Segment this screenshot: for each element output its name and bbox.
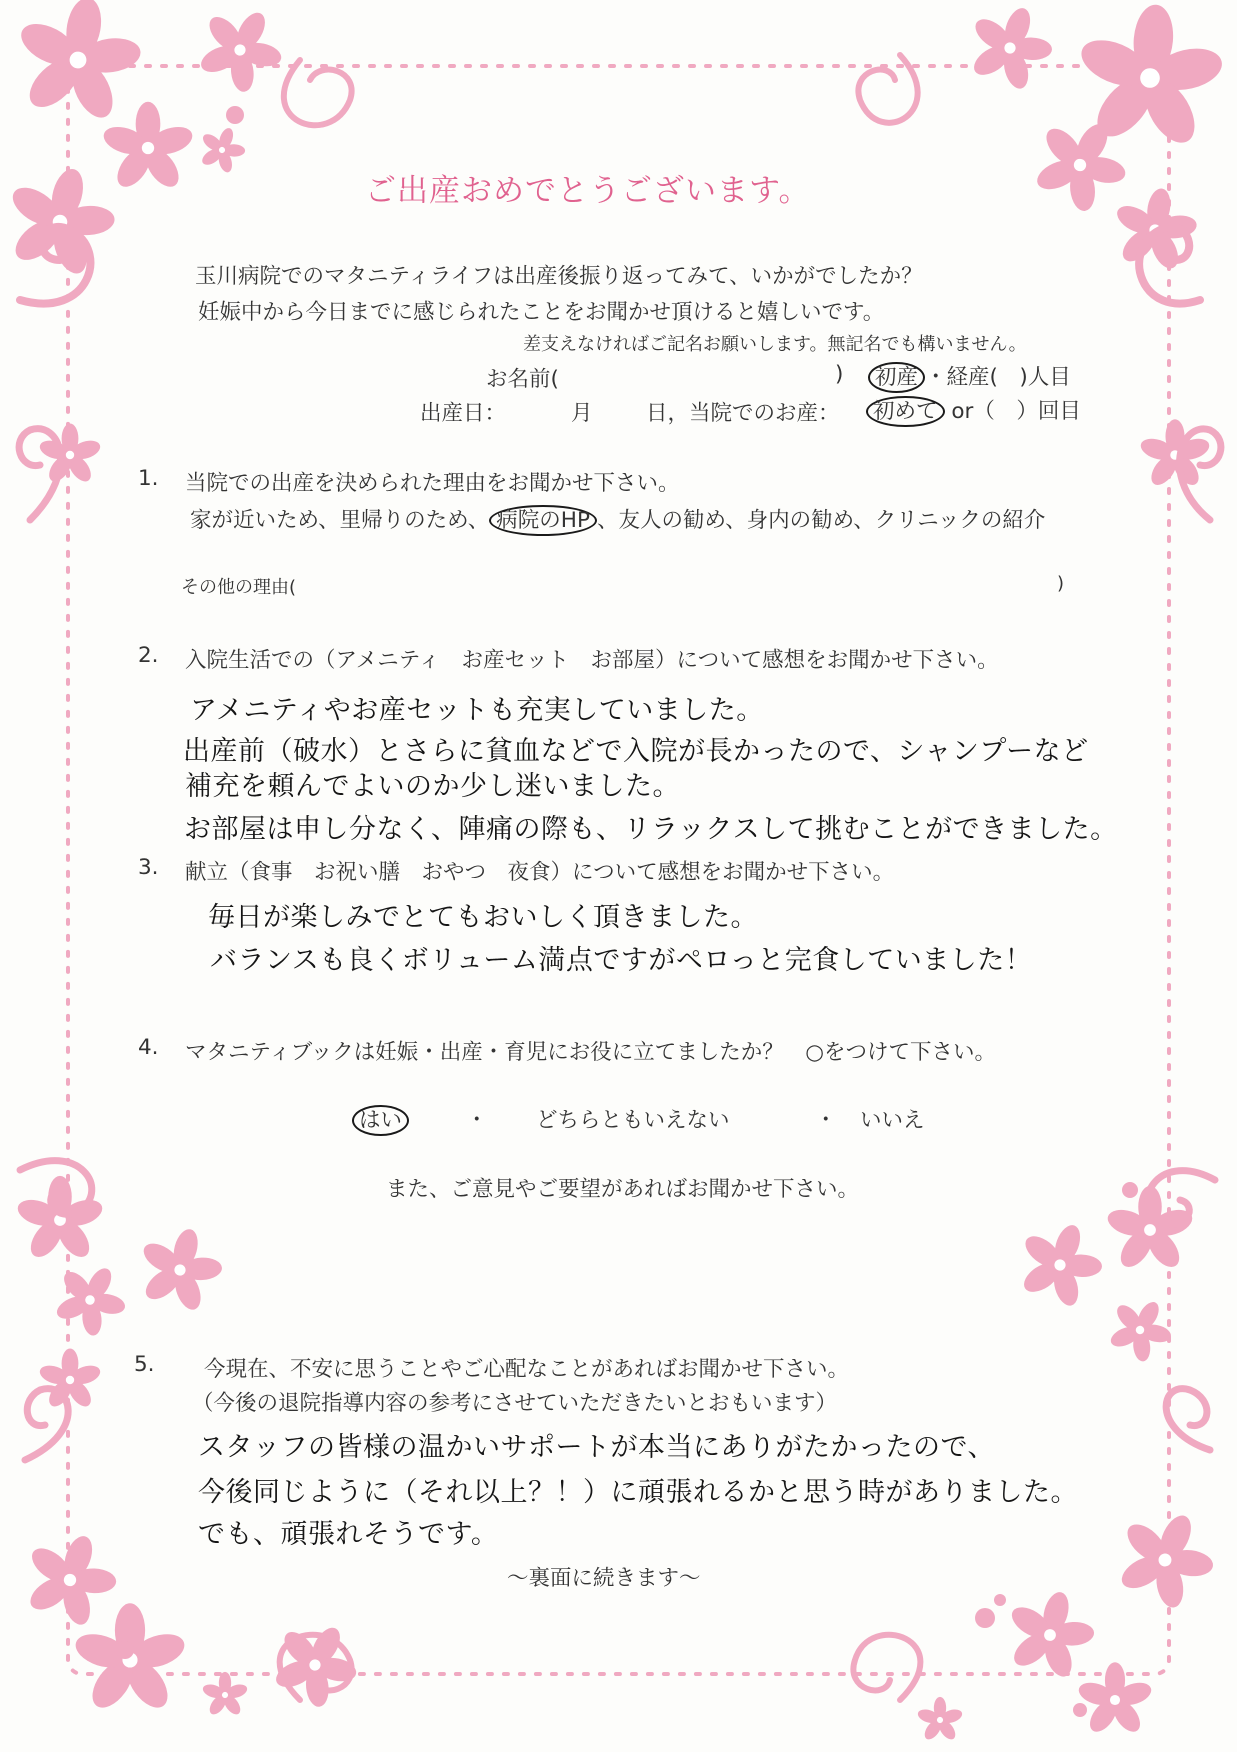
flower-icon — [41, 1251, 140, 1349]
dot-ornament — [226, 106, 244, 124]
q4-separator: ・ — [466, 1108, 488, 1133]
q4-question: マタニティブックは妊娠・出産・育児にお役に立てましたか？ ○をつけて下さい。 — [185, 1040, 997, 1065]
first-time-circled: 初めて — [866, 396, 945, 427]
q4-yes-option — [352, 1103, 409, 1134]
q4-number: 4. — [138, 1035, 159, 1060]
name-label: お名前( — [486, 367, 559, 392]
flower-icon — [100, 102, 195, 193]
flower-icon — [1100, 1495, 1231, 1623]
swirl-ornament — [853, 1635, 920, 1700]
page-title: ご出産おめでとうございます。 — [365, 173, 811, 209]
q5-number: 5. — [134, 1352, 155, 1377]
q2-answer-line: 補充を頼んでよいのか少し迷いました。 — [185, 771, 680, 802]
q4-separator: ・ — [815, 1108, 837, 1133]
q3-question: 献立（食事 お祝い膳 おやつ 夜食）について感想をお聞かせ下さい。 — [185, 860, 895, 885]
flower-icon — [916, 1697, 964, 1742]
flower-icon — [955, 0, 1065, 101]
flower-icon — [3, 0, 153, 131]
flower-center — [1110, 1695, 1120, 1705]
q5-answer-line: 今後同じように（それ以上？！）に頑張れるかと思う時がありました。 — [198, 1477, 1078, 1508]
flower-icon — [71, 1603, 188, 1714]
q2-answer-line: 出産前（破水）とさらに貧血などで入院が長かったので、シャンプーなど — [183, 736, 1089, 767]
q1-other-reason-label: その他の理由( — [181, 577, 297, 598]
flower-icon — [192, 120, 252, 179]
name-optional-note: 差支えなければご記名お願いします。無記名でも構いません。 — [523, 334, 1027, 355]
flower-center — [937, 1717, 943, 1723]
swirl-ornament — [284, 60, 352, 125]
q2-answer-line: アメニティやお産セットも充実していました。 — [190, 695, 764, 726]
flower-icon — [10, 1520, 131, 1638]
q3-answer-line: 毎日が楽しみでとてもおいしく頂きました。 — [208, 902, 758, 933]
times-at-hospital — [866, 394, 1081, 425]
q1-options — [190, 503, 1045, 534]
q1-options-a: 家が近いため、里帰りのため、 — [190, 508, 490, 533]
flower-icon — [128, 1218, 233, 1320]
q1-other-reason-close: ) — [1057, 573, 1065, 594]
flower-center — [222, 1692, 228, 1698]
flower-icon — [257, 1607, 373, 1722]
birth-date-label: 出産日： — [420, 401, 507, 426]
q4-neutral-option: どちらともいえない — [536, 1108, 730, 1133]
multi-birth-option: ・経産( )人目 — [925, 365, 1071, 390]
q1-options-b: 、友人の勧め、身内の勧め、クリニックの紹介 — [596, 508, 1046, 533]
q2-question: 入院生活での（アメニティ お産セット お部屋）について感想をお聞かせ下さい。 — [185, 648, 999, 673]
dot-ornament — [994, 1594, 1006, 1606]
dot-ornament — [116, 1641, 134, 1659]
q5-note: （今後の退院指導内容の参考にさせていただきたいとおもいます） — [192, 1391, 838, 1416]
q4-yes-circled: はい — [352, 1105, 409, 1136]
q2-answer-line: お部屋は申し分なく、陣痛の際も、リラックスして挑むことができました。 — [184, 814, 1118, 845]
flower-center — [1144, 1224, 1156, 1236]
flower-icon — [182, 0, 298, 107]
flower-center — [66, 451, 74, 459]
or-times-option: or（ ）回目 — [951, 399, 1081, 424]
first-birth-option — [868, 360, 1071, 391]
q1-hospital-hp-circled: 病院のHP — [489, 505, 597, 536]
q2-number: 2. — [138, 643, 159, 668]
q5-answer-line: でも、頑張れそうです。 — [198, 1519, 499, 1550]
swirl-ornament — [25, 1389, 68, 1460]
dot-ornament — [975, 1608, 995, 1628]
intro-line-2: 妊娠中から今日までに感じられたことをお聞かせ頂けると嬉しいです。 — [198, 300, 885, 325]
q4-no-option: いいえ — [860, 1108, 925, 1133]
birth-month-label: 月 — [571, 401, 593, 426]
flower-icon — [995, 1581, 1105, 1688]
flower-icon — [201, 1672, 249, 1717]
name-close: ) — [835, 362, 844, 387]
flower-icon — [1097, 1286, 1184, 1372]
flower-center — [66, 1376, 74, 1384]
dot-ornament — [1073, 1703, 1087, 1717]
flower-icon — [0, 155, 129, 288]
flower-center — [142, 142, 154, 154]
q5-question: 今現在、不安に思うことやご心配なことがあればお聞かせ下さい。 — [204, 1357, 850, 1382]
first-birth-circled: 初産 — [868, 362, 925, 393]
q1-question: 当院での出産を決められた理由をお聞かせ下さい。 — [185, 471, 680, 496]
q1-number: 1. — [138, 466, 159, 491]
swirl-ornament — [1166, 1389, 1210, 1450]
dot-ornament — [1122, 1182, 1138, 1198]
intro-line-1: 玉川病院でのマタニティライフは出産後振り返ってみて、いかがでしたか？ — [195, 264, 923, 289]
q3-answer-line: バランスも良くボリューム満点ですがペロっと完食していました！ — [210, 945, 1033, 976]
flower-icon — [1005, 1211, 1115, 1318]
continue-on-back: ～裏面に続きます～ — [507, 1566, 701, 1591]
q3-number: 3. — [138, 855, 159, 880]
q5-answer-line: スタッフの皆様の温かいサポートが本当にありがたかったので、 — [198, 1432, 995, 1463]
birth-day-label: 日，当院でのお産： — [646, 401, 840, 426]
q4-followup: また、ご意見やご要望があればお聞かせ下さい。 — [386, 1177, 860, 1202]
